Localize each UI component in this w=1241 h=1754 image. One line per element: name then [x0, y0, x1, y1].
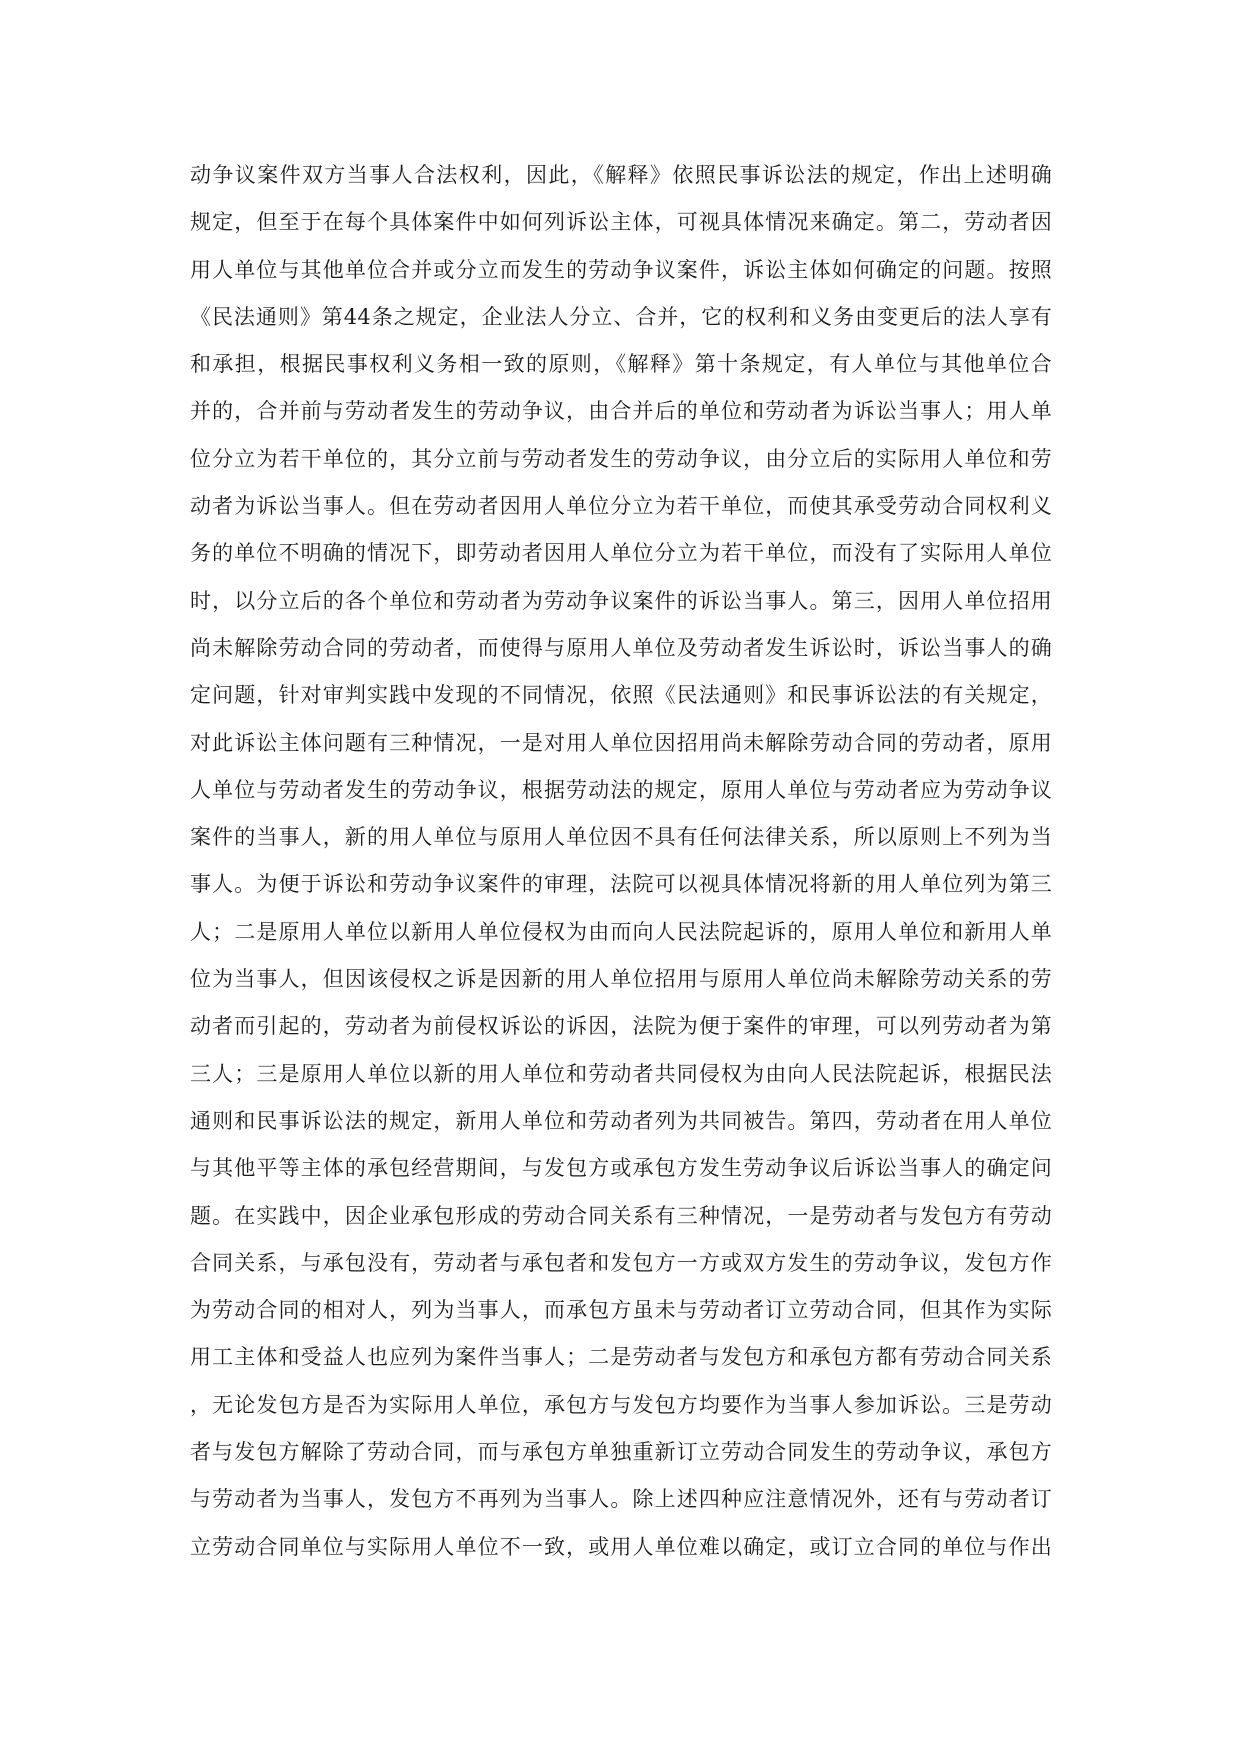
- text-line: 动者为诉讼当事人。但在劳动者因用人单位分立为若干单位，而使其承受劳动合同权利义: [190, 494, 1052, 519]
- text-line: 动者而引起的，劳动者为前侵权诉讼的诉因，法院为便于案件的审理，可以列劳动者为第: [190, 1014, 1052, 1039]
- text-line: 动争议案件双方当事人合法权利，因此，《解释》依照民事诉讼法的规定，作出上述明确: [190, 163, 1052, 187]
- text-line: 定问题，针对审判实践中发现的不同情况，依照《民法通则》和民事诉讼法的有关规定，: [190, 683, 1052, 708]
- body-text: [190, 152, 1052, 1571]
- text-line: 务的单位不明确的情况下，即劳动者因用人单位分立为若干单位，而没有了实际用人单位: [190, 541, 1052, 566]
- text-line: 和承担，根据民事权利义务相一致的原则，《解释》第十条规定，有人单位与其他单位合: [190, 352, 1052, 377]
- text-line: 规定，但至于在每个具体案件中如何列诉讼主体，可视具体情况来确定。第二，劳动者因: [190, 210, 1052, 235]
- text-line: ，无论发包方是否为实际用人单位，承包方与发包方均要作为当事人参加诉讼。三是劳动: [190, 1392, 1052, 1417]
- text-line: 人单位与劳动者发生的劳动争议，根据劳动法的规定，原用人单位与劳动者应为劳动争议: [190, 777, 1052, 802]
- text-line: 为劳动合同的相对人，列为当事人，而承包方虽未与劳动者订立劳动合同，但其作为实际: [190, 1298, 1052, 1323]
- text-line: 位为当事人，但因该侵权之诉是因新的用人单位招用与原用人单位尚未解除劳动关系的劳: [190, 967, 1052, 992]
- text-line: 立劳动合同单位与实际用人单位不一致，或用人单位难以确定，或订立合同的单位与作出: [190, 1534, 1052, 1559]
- text-line: 与劳动者为当事人，发包方不再列为当事人。除上述四种应注意情况外，还有与劳动者订: [190, 1487, 1052, 1512]
- text-line: 合同关系，与承包没有，劳动者与承包者和发包方一方或双方发生的劳动争议，发包方作: [190, 1250, 1052, 1275]
- text-line: 用人单位与其他单位合并或分立而发生的劳动争议案件，诉讼主体如何确定的问题。按照: [190, 257, 1052, 282]
- text-line: 者与发包方解除了劳动合同，而与承包方单独重新订立劳动合同发生的劳动争议，承包方: [190, 1440, 1052, 1465]
- text-line: 与其他平等主体的承包经营期间，与发包方或承包方发生劳动争议后诉讼当事人的确定问: [190, 1156, 1052, 1181]
- text-line: 三人；三是原用人单位以新的用人单位和劳动者共同侵权为由向人民法院起诉，根据民法: [190, 1061, 1052, 1086]
- text-line: 对此诉讼主体问题有三种情况，一是对用人单位因招用尚未解除劳动合同的劳动者，原用: [190, 730, 1052, 755]
- text-line: 时，以分立后的各个单位和劳动者为劳动争议案件的诉讼当事人。第三，因用人单位招用: [190, 588, 1052, 613]
- text-line: 用工主体和受益人也应列为案件当事人；二是劳动者与发包方和承包方都有劳动合同关系: [190, 1345, 1052, 1370]
- text-line: 并的，合并前与劳动者发生的劳动争议，由合并后的单位和劳动者为诉讼当事人；用人单: [190, 399, 1052, 424]
- text-line: 事人。为便于诉讼和劳动争议案件的审理，法院可以视具体情况将新的用人单位列为第三: [190, 872, 1052, 897]
- text-line: 案件的当事人，新的用人单位与原用人单位因不具有任何法律关系，所以原则上不列为当: [190, 825, 1052, 850]
- text-line: 《民法通则》第44条之规定，企业法人分立、合并，它的权利和义务由变更后的法人享有: [190, 304, 1052, 329]
- text-line: 位分立为若干单位的，其分立前与劳动者发生的劳动争议，由分立后的实际用人单位和劳: [190, 446, 1052, 471]
- text-line: 通则和民事诉讼法的规定，新用人单位和劳动者列为共同被告。第四，劳动者在用人单位: [190, 1108, 1052, 1133]
- text-line: 尚未解除劳动合同的劳动者，而使得与原用人单位及劳动者发生诉讼时，诉讼当事人的确: [190, 635, 1052, 660]
- text-line: 人；二是原用人单位以新用人单位侵权为由而向人民法院起诉的，原用人单位和新用人单: [190, 919, 1052, 944]
- text-line: 题。在实践中，因企业承包形成的劳动合同关系有三种情况，一是劳动者与发包方有劳动: [190, 1203, 1052, 1228]
